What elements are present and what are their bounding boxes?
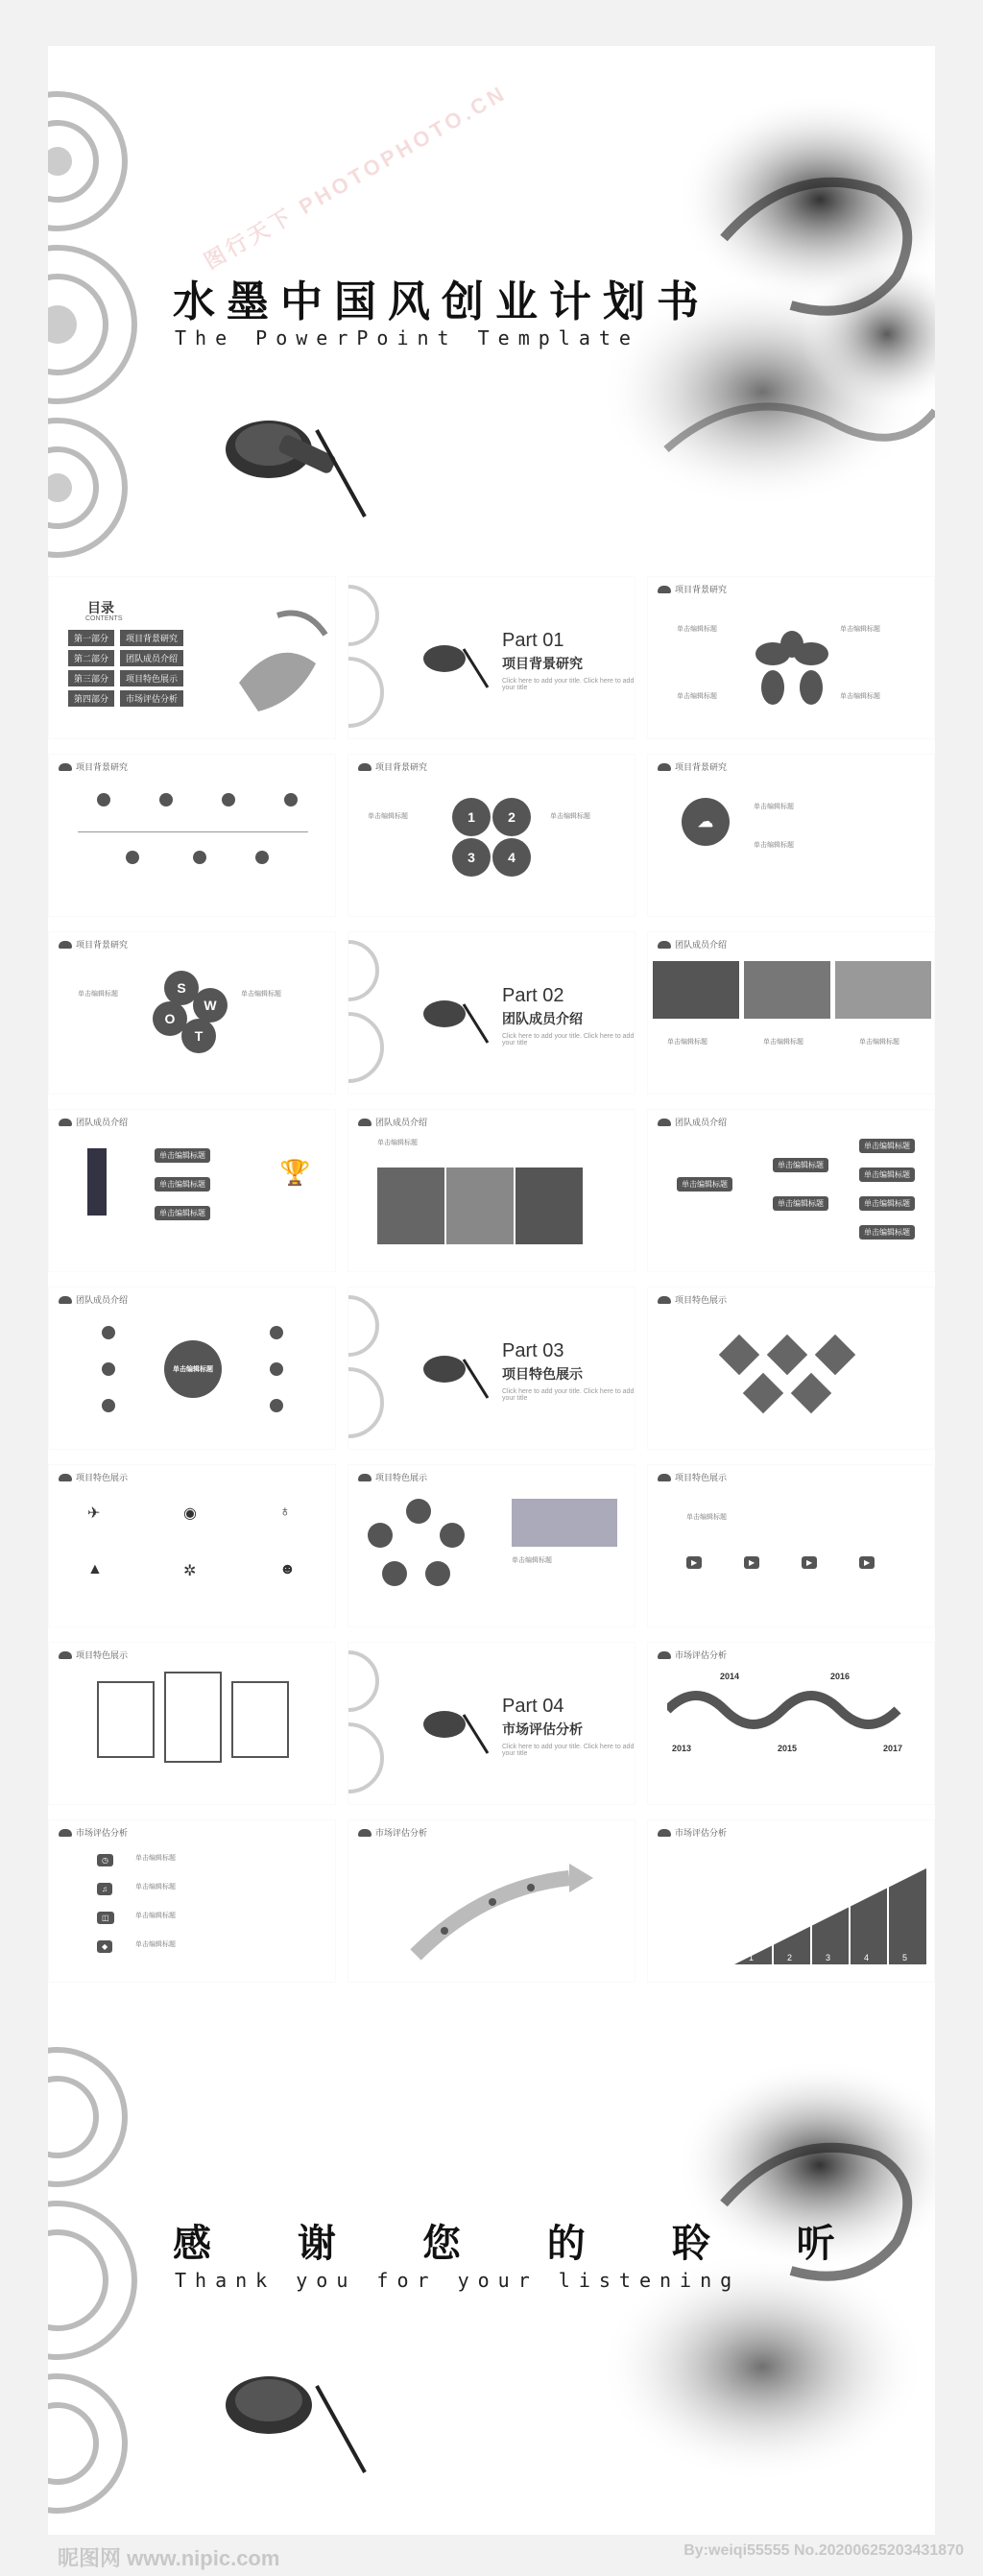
placeholder-text: 单击编辑标题 xyxy=(368,813,408,820)
slide-part-01 xyxy=(348,576,635,739)
slide-part-03 xyxy=(348,1287,635,1450)
placeholder-text: 单击编辑标题 xyxy=(135,1884,176,1890)
ornament-pattern xyxy=(348,1287,396,1450)
slide-part-02 xyxy=(348,931,635,1095)
card xyxy=(231,1681,289,1758)
slide-market-3 xyxy=(647,1819,935,1983)
placeholder-text: 单击编辑标题 xyxy=(377,1140,418,1146)
cycle-node xyxy=(406,1499,431,1524)
petal-diagram xyxy=(744,630,840,716)
section-tag: 项目背景研究 xyxy=(358,760,427,773)
card xyxy=(164,1672,222,1763)
section-tag: 项目背景研究 xyxy=(658,760,727,773)
inkstone-icon xyxy=(658,1474,671,1481)
org-root: 单击编辑标题 xyxy=(677,1177,732,1192)
part-number: Part 04 xyxy=(502,1696,564,1717)
section-tag: 市场评估分析 xyxy=(658,1826,727,1839)
inkstone-icon xyxy=(358,1829,372,1837)
inkstone-icon xyxy=(202,392,374,526)
part-title: 项目特色展示 xyxy=(502,1366,583,1382)
year-label: 2016 xyxy=(830,1672,851,1681)
part-number: Part 02 xyxy=(502,985,564,1006)
part-hint: Click here to add your title. Click here to add your title xyxy=(502,1744,635,1757)
thanks-subtitle: Thank you for your listening xyxy=(175,2269,741,2292)
section-tag: 项目特色展示 xyxy=(658,1471,727,1483)
node-icon xyxy=(270,1326,283,1339)
bulb-icon: ♁ xyxy=(279,1504,291,1520)
divider xyxy=(78,831,308,832)
quad-cell: 3 xyxy=(452,838,491,877)
inkstone-icon xyxy=(59,1474,72,1481)
team-photo xyxy=(515,1168,583,1244)
part-number: Part 03 xyxy=(502,1340,564,1361)
inkstone-icon xyxy=(658,1296,671,1304)
footer-bar xyxy=(0,2535,983,2576)
section-tag: 项目特色展示 xyxy=(59,1471,128,1483)
step-label: 3 xyxy=(826,1953,831,1962)
section-tag: 市场评估分析 xyxy=(358,1826,427,1839)
plane-icon: ✈ xyxy=(87,1505,101,1522)
inkstone-icon xyxy=(416,1700,492,1758)
slide-market-2 xyxy=(348,1819,635,1983)
part-title: 团队成员介绍 xyxy=(502,1011,583,1026)
step-dot xyxy=(255,851,269,864)
step-dot xyxy=(193,851,206,864)
slide-market-1 xyxy=(48,1819,336,1983)
swot-t: T xyxy=(181,1019,216,1053)
swot-w: W xyxy=(193,988,228,1023)
slide-team-4 xyxy=(48,1287,336,1450)
placeholder-text: 单击编辑标题 xyxy=(677,626,717,633)
placeholder-text: 单击编辑标题 xyxy=(754,804,794,810)
org-leaf: 单击编辑标题 xyxy=(859,1225,915,1240)
org-leaf: 单击编辑标题 xyxy=(859,1196,915,1211)
placeholder-text: 单击编辑标题 xyxy=(241,991,281,998)
placeholder-text: 单击编辑标题 xyxy=(135,1855,176,1862)
step-label: 1 xyxy=(749,1953,755,1962)
inkstone-icon xyxy=(202,2347,374,2482)
inkstone-icon xyxy=(358,1474,372,1481)
ornament-pattern xyxy=(348,931,396,1095)
section-tag: 团队成员介绍 xyxy=(59,1116,128,1128)
label-box: 单击编辑标题 xyxy=(155,1177,210,1192)
section-tag: 团队成员介绍 xyxy=(358,1116,427,1128)
slide-part-04 xyxy=(348,1642,635,1805)
org-leaf: 单击编辑标题 xyxy=(859,1139,915,1153)
section-tag: 团队成员介绍 xyxy=(658,938,727,951)
slide-feature-5 xyxy=(48,1642,336,1805)
toc-item[interactable]: 第四部分 市场评估分析 xyxy=(68,690,183,707)
node-icon xyxy=(102,1326,115,1339)
org-leaf: 单击编辑标题 xyxy=(859,1168,915,1182)
ornament-pattern xyxy=(48,75,182,574)
team-photo xyxy=(744,961,830,1019)
placeholder-text: 单击编辑标题 xyxy=(763,1039,803,1046)
toc-subtitle: CONTENTS xyxy=(85,615,123,622)
cover-slide xyxy=(48,46,935,584)
org-node: 单击编辑标题 xyxy=(773,1196,828,1211)
cycle-node xyxy=(368,1523,393,1548)
cover-subtitle: The PowerPoint Template xyxy=(175,326,639,349)
swot-s: S xyxy=(164,971,199,1005)
slide-background-3 xyxy=(348,754,635,917)
list-badge: ◷ xyxy=(97,1854,113,1866)
toc-title: 目录 xyxy=(87,600,114,615)
placeholder-text: 单击编辑标题 xyxy=(686,1514,727,1521)
inkstone-icon xyxy=(416,1345,492,1403)
part-hint: Click here to add your title. Click here to add your title xyxy=(502,1033,635,1047)
inkstone-icon xyxy=(658,763,671,771)
slide-swot xyxy=(48,931,336,1095)
toc-item[interactable]: 第一部分 项目背景研究 xyxy=(68,630,183,646)
label-box: 单击编辑标题 xyxy=(155,1148,210,1163)
slide-feature-3 xyxy=(348,1464,635,1627)
toc-item[interactable]: 第三部分 项目特色展示 xyxy=(68,670,183,686)
node-icon xyxy=(270,1399,283,1412)
slide-feature-4 xyxy=(647,1464,935,1627)
watermark: 图行天下 PHOTOPHOTO.CN xyxy=(200,80,512,275)
step-label: 2 xyxy=(787,1953,793,1962)
ornament-pattern xyxy=(348,1642,396,1805)
card xyxy=(97,1681,155,1758)
chain-diagram xyxy=(706,1321,878,1427)
inkstone-icon xyxy=(658,1651,671,1659)
slide-background-2 xyxy=(48,754,336,917)
ink-splash-image xyxy=(220,577,335,739)
feature-photo xyxy=(512,1499,617,1547)
globe-icon: ◉ xyxy=(183,1505,197,1522)
team-photo xyxy=(446,1168,514,1244)
node-icon xyxy=(270,1362,283,1376)
step-arrow: ▶ xyxy=(686,1556,702,1569)
section-tag: 项目背景研究 xyxy=(658,583,727,595)
step-dot xyxy=(97,793,110,807)
team-photo xyxy=(653,961,739,1019)
inkstone-icon xyxy=(658,1119,671,1126)
placeholder-text: 单击编辑标题 xyxy=(550,813,590,820)
slide-background-1 xyxy=(647,576,935,739)
quad-cell: 4 xyxy=(492,838,531,877)
section-tag: 项目特色展示 xyxy=(59,1649,128,1661)
inkstone-icon xyxy=(658,941,671,949)
gear-icon: ✲ xyxy=(183,1563,197,1579)
slide-toc xyxy=(48,576,336,739)
node-icon xyxy=(102,1362,115,1376)
inkstone-icon xyxy=(416,990,492,1047)
slide-background-4 xyxy=(647,754,935,917)
step-arrow: ▶ xyxy=(859,1556,875,1569)
growth-arrow xyxy=(406,1849,598,1964)
inkstone-icon xyxy=(658,1829,671,1837)
cloud-icon: ☁ xyxy=(682,798,730,846)
slide-feature-2 xyxy=(48,1464,336,1627)
step-dot xyxy=(284,793,298,807)
step-arrow: ▶ xyxy=(744,1556,759,1569)
placeholder-text: 单击编辑标题 xyxy=(840,626,880,633)
cover-title: 水墨中国风创业计划书 xyxy=(173,277,710,326)
placeholder-text: 单击编辑标题 xyxy=(135,1941,176,1948)
center-node: 单击编辑标题 xyxy=(164,1340,222,1398)
stair-chart xyxy=(734,1859,926,1964)
thanks-title: 感 谢 您 的 聆 听 xyxy=(173,2221,872,2266)
list-badge: ◫ xyxy=(97,1912,114,1924)
year-label: 2014 xyxy=(720,1672,740,1681)
placeholder-text: 单击编辑标题 xyxy=(840,693,880,700)
section-tag: 项目背景研究 xyxy=(59,938,128,951)
thanks-slide xyxy=(48,2002,935,2540)
part-hint: Click here to add your title. Click here to add your title xyxy=(502,1388,635,1402)
node-icon xyxy=(102,1399,115,1412)
slide-team-2 xyxy=(348,1109,635,1272)
year-label: 2015 xyxy=(778,1744,798,1753)
cycle-node xyxy=(382,1561,407,1586)
year-label: 2013 xyxy=(672,1744,692,1753)
inkstone-icon xyxy=(59,1651,72,1659)
slide-team-photos xyxy=(647,931,935,1095)
cycle-node xyxy=(425,1561,450,1586)
section-tag: 团队成员介绍 xyxy=(658,1116,727,1128)
ornament-pattern xyxy=(348,576,396,739)
inkstone-icon xyxy=(416,635,492,692)
step-dot xyxy=(159,793,173,807)
people-icon: ☻ xyxy=(279,1561,296,1577)
slide-feature-1 xyxy=(647,1287,935,1450)
chart-icon: ▲ xyxy=(87,1561,103,1577)
inkstone-icon xyxy=(358,763,372,771)
label-box: 单击编辑标题 xyxy=(155,1206,210,1220)
section-tag: 团队成员介绍 xyxy=(59,1293,128,1306)
placeholder-text: 单击编辑标题 xyxy=(135,1913,176,1919)
team-photo xyxy=(835,961,931,1019)
trophy-icon: 🏆 xyxy=(279,1158,311,1187)
slide-team-1 xyxy=(48,1109,336,1272)
quad-cell: 1 xyxy=(452,798,491,836)
section-tag: 项目背景研究 xyxy=(59,760,128,773)
step-label: 5 xyxy=(902,1953,908,1962)
footer-right: By:weiqi55555 No.20200625203431870 xyxy=(683,2542,964,2559)
org-node: 单击编辑标题 xyxy=(773,1158,828,1172)
year-label: 2017 xyxy=(883,1744,903,1753)
placeholder-text: 单击编辑标题 xyxy=(512,1557,552,1564)
slide-market-timeline xyxy=(647,1642,935,1805)
person-icon xyxy=(87,1148,107,1216)
footer-left: 昵图网 www.nipic.com xyxy=(58,2546,280,2570)
section-tag: 市场评估分析 xyxy=(59,1826,128,1839)
step-label: 4 xyxy=(864,1953,870,1962)
step-dot xyxy=(126,851,139,864)
placeholder-text: 单击编辑标题 xyxy=(78,991,118,998)
inkstone-icon xyxy=(658,586,671,593)
section-tag: 市场评估分析 xyxy=(658,1649,727,1661)
wave-timeline xyxy=(667,1681,917,1739)
part-hint: Click here to add your title. Click here to add your title xyxy=(502,678,635,691)
swot-o: O xyxy=(153,1001,187,1036)
inkstone-icon xyxy=(358,1119,372,1126)
inkstone-icon xyxy=(59,1829,72,1837)
placeholder-text: 单击编辑标题 xyxy=(859,1039,899,1046)
list-badge: ♫ xyxy=(97,1883,112,1895)
section-tag: 项目特色展示 xyxy=(658,1293,727,1306)
part-title: 项目背景研究 xyxy=(502,656,583,671)
inkstone-icon xyxy=(59,941,72,949)
inkstone-icon xyxy=(59,763,72,771)
quad-cell: 2 xyxy=(492,798,531,836)
cycle-node xyxy=(440,1523,465,1548)
team-photo xyxy=(377,1168,444,1244)
inkstone-icon xyxy=(59,1296,72,1304)
part-number: Part 01 xyxy=(502,630,564,651)
toc-item[interactable]: 第二部分 团队成员介绍 xyxy=(68,650,183,666)
ornament-pattern xyxy=(48,2031,182,2530)
section-tag: 项目特色展示 xyxy=(358,1471,427,1483)
step-arrow: ▶ xyxy=(802,1556,817,1569)
step-dot xyxy=(222,793,235,807)
placeholder-text: 单击编辑标题 xyxy=(677,693,717,700)
placeholder-text: 单击编辑标题 xyxy=(667,1039,707,1046)
inkstone-icon xyxy=(59,1119,72,1126)
slide-team-3 xyxy=(647,1109,935,1272)
part-title: 市场评估分析 xyxy=(502,1721,583,1737)
list-badge: ◆ xyxy=(97,1940,112,1953)
placeholder-text: 单击编辑标题 xyxy=(754,842,794,849)
